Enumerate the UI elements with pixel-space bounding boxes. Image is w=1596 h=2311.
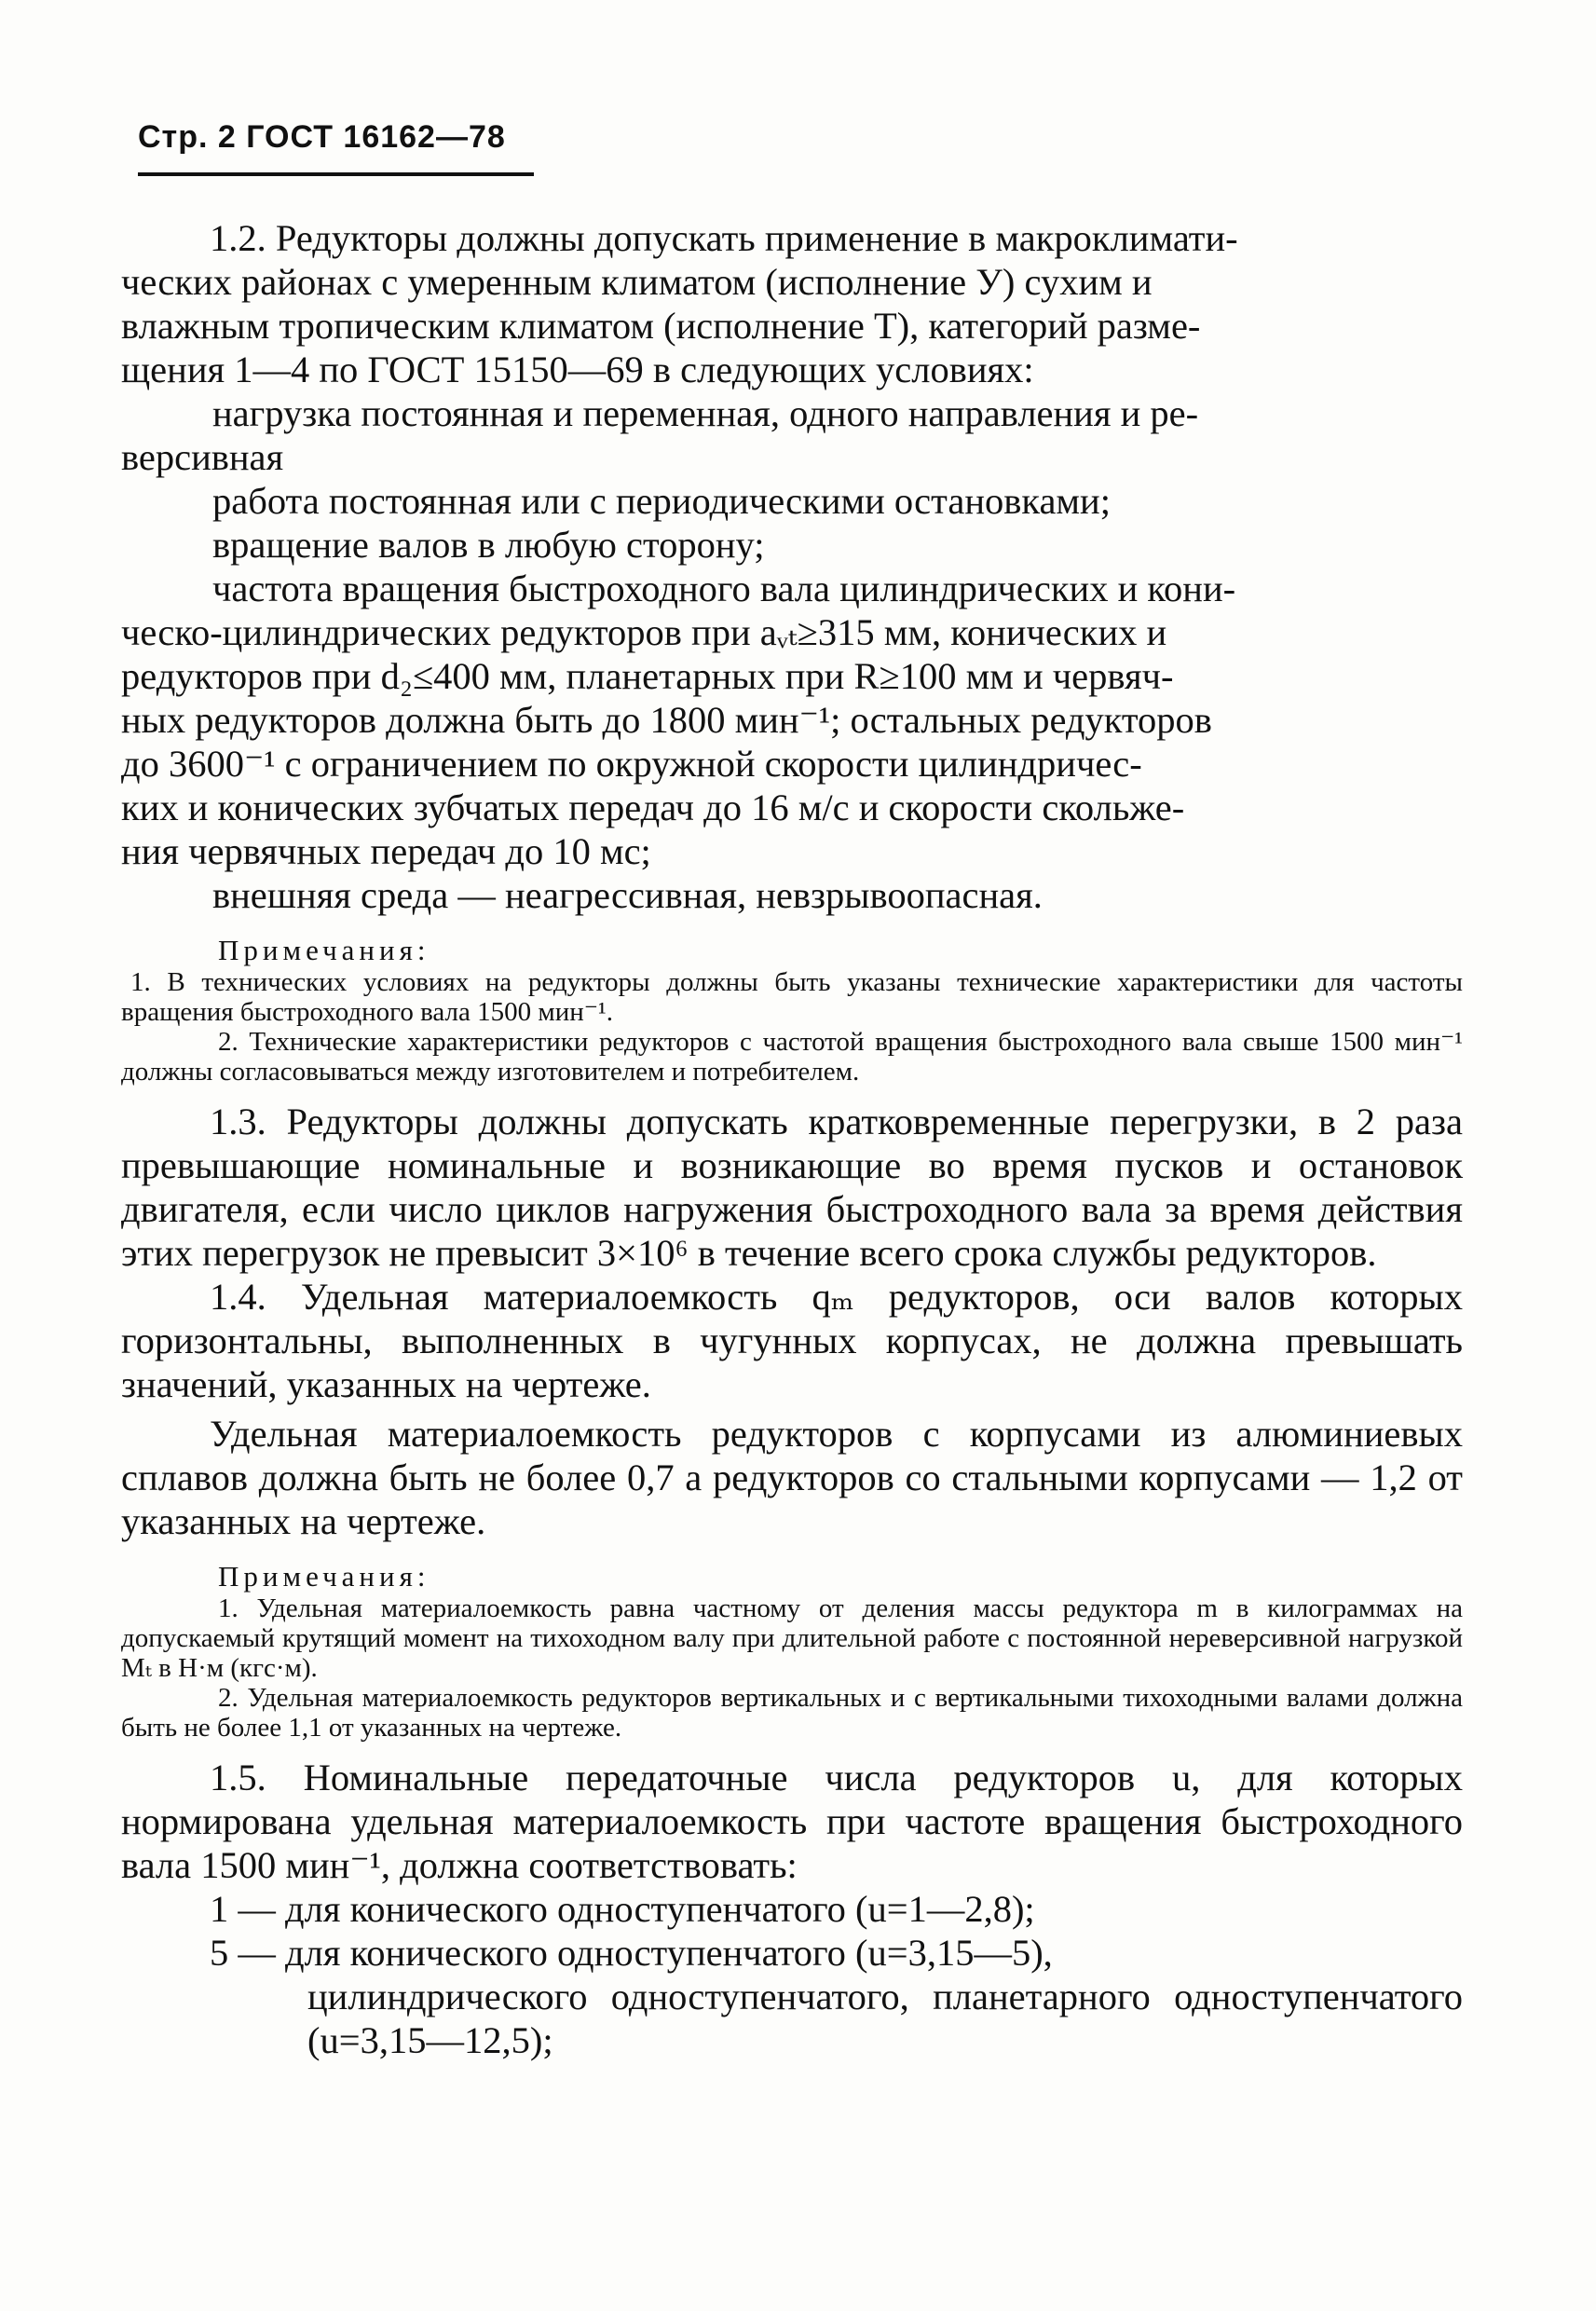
condition-line: ния червячных передач до 10 мс; — [121, 830, 651, 872]
condition-line: ных редукторов должна быть до 1800 мин⁻¹; остальных редукторов — [121, 699, 1212, 741]
condition-line: частота вращения быстроходного вала цилиндрических и кони- — [212, 567, 1236, 609]
section-1-4-para-2: Удельная материалоемкость редукторов с корпусами из алюминиевых сплавов должна быть не более 0,7 а редукторов со стальными корпусами — 1,2 от указанных на чертеже. — [121, 1413, 1463, 1542]
section-1-2-line-3: влажным тропическим климатом (исполнение Т), категорий разме- — [121, 305, 1201, 347]
notes-title: Примечания: — [218, 934, 430, 966]
ratio-continuation: цилиндрического одноступенчатого, планетарного одноступенчатого (u=3,15—12,5); — [307, 1976, 1463, 2061]
condition-line: работа постоянная или с периодическими остановками; — [212, 480, 1111, 522]
condition-line: ких и конических зубчатых передач до 16 м/с и скорости скольже- — [121, 786, 1185, 828]
notes-title: Примечания: — [218, 1560, 430, 1593]
section-1-4: 1.4. Удельная материалоемкость qₘ редукторов, оси валов которых горизонтальны, выполненных в чугунных корпусах, не должна превышать значений, указанных на чертеже. — [121, 1276, 1463, 1405]
condition-line: до 3600⁻¹ с ограничением по окружной скорости цилиндричес- — [121, 743, 1142, 785]
note-item: 2. Удельная материалоемкость редукторов вертикальных и с вертикальными тихоходными валами должна быть не более 1,1 от указанных на чертеже. — [121, 1683, 1463, 1743]
document-body — [121, 216, 1463, 2062]
note-item: 1. Удельная материалоемкость равна частному от деления массы редуктора m в килограммах на допускаемый крутящий момент на тихоходном валу при длительной работе с постоянной нереверсивной нагрузкой Mₜ в Н·м (кгс·м). — [121, 1593, 1463, 1683]
condition-line: нагрузка постоянная и переменная, одного направления и ре- — [212, 392, 1199, 434]
ratio-item: 1 — для конического одноступенчатого (u=1—2,8); — [210, 1888, 1035, 1930]
condition-line: ческо-цилиндрических редукторов при aᵥₜ≥315 мм, конических и — [121, 611, 1167, 653]
section-1-3: 1.3. Редукторы должны допускать кратковременные перегрузки, в 2 раза превышающие номинальные и возникающие во время пусков и остановок двигателя, если число циклов нагружения быстроходного вала за время действия этих перегрузок не превысит 3×10⁶ в течение всего срока службы редукторов. — [121, 1101, 1463, 1274]
section-1-5: 1.5. Номинальные передаточные числа редукторов u, для которых нормирована удельная материалоемкость при частоте вращения быстроходного вала 1500 мин⁻¹, должна соответствовать: — [121, 1757, 1463, 1886]
condition-line: версивная — [121, 436, 284, 478]
section-1-2-line-2: ческих районах с умеренным климатом (исполнение У) сухим и — [121, 261, 1153, 303]
note-item: 1. В технических условиях на редукторы должны быть указаны технические характеристики для частоты вращения быстроходного вала 1500 мин⁻¹. — [121, 967, 1463, 1027]
section-1-2-line-1: 1.2. Редукторы должны допускать применение в макроклимати- — [210, 217, 1238, 259]
page-header: Стр. 2 ГОСТ 16162—78 — [138, 119, 506, 155]
condition-line: редукторов при d₂≤400 мм, планетарных при R≥100 мм и червяч- — [121, 655, 1174, 697]
condition-line: вращение валов в любую сторону; — [212, 524, 765, 566]
section-1-2-line-4: щения 1—4 по ГОСТ 15150—69 в следующих условиях: — [121, 349, 1034, 390]
condition-line: внешняя среда — неагрессивная, невзрывоопасная. — [212, 874, 1043, 916]
conditions-list — [121, 391, 1463, 917]
header-rule — [138, 172, 534, 176]
ratio-item: 5 — для конического одноступенчатого (u=3,15—5), — [210, 1932, 1053, 1974]
note-item: 2. Технические характеристики редукторов с частотой вращения быстроходного вала свыше 1500 мин⁻¹ должны согласовываться между изготовителем и потребителем. — [121, 1027, 1463, 1087]
